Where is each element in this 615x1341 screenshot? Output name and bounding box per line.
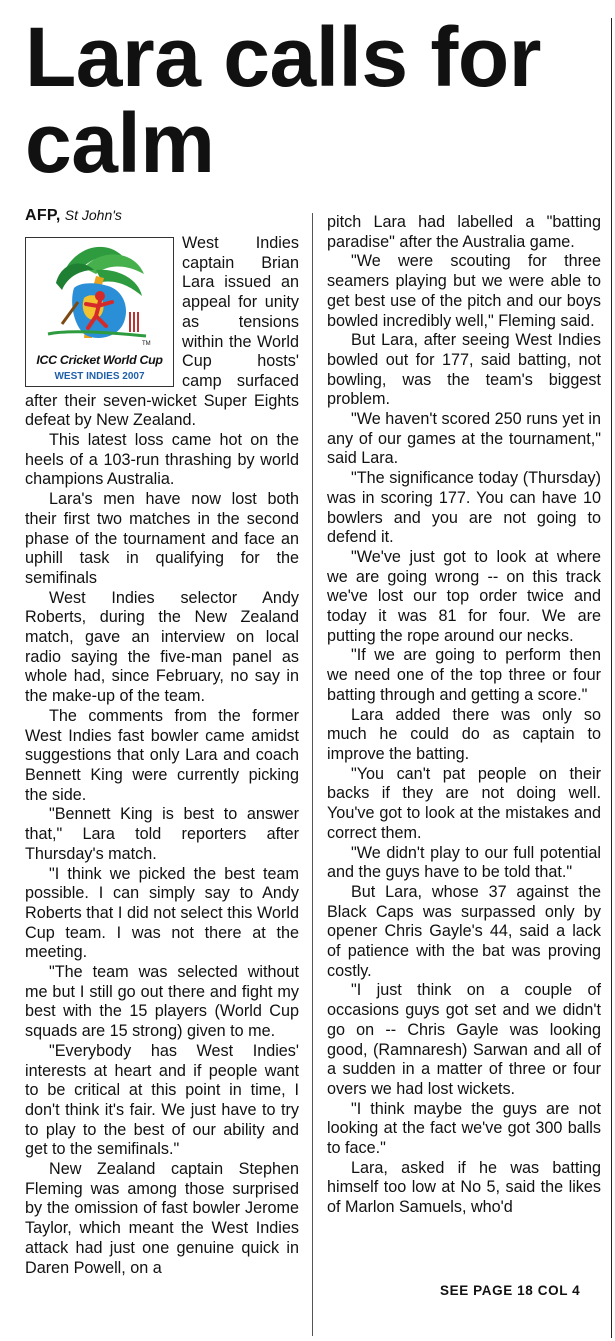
paragraph: West Indies selector Andy Roberts, during the New Zealand match, gave an interview on local radio saying the five-man panel as whole had, since February, no say in the make-up of the team.: [25, 588, 299, 706]
world-cup-logo: [25, 237, 174, 387]
byline-place: St John's: [64, 207, 122, 223]
continuation-note: SEE PAGE 18 COL 4: [440, 1283, 581, 1298]
paragraph: The comments from the former West Indies fast bowler came amidst suggestions that only Lara and coach Bennett King were currently picking the side.: [25, 706, 299, 804]
right-column: [327, 213, 601, 1218]
paragraph: But Lara, whose 37 against the Black Caps was surpassed only by opener Chris Gayle's 44, said a lack of patience with the bat was proving costly.: [327, 882, 601, 980]
logo-wrapper: [25, 237, 174, 387]
paragraph: "I think maybe the guys are not looking at the fact we've got 300 balls to face.": [327, 1099, 601, 1158]
left-column: [25, 205, 299, 1278]
logo-trademark: TM: [142, 341, 151, 347]
headline: Lara calls for calm: [25, 10, 541, 190]
paragraph: "I think we picked the best team possible. I can simply say to Andy Roberts that I did not select this World Cup team. I was not there at the meeting.: [25, 864, 299, 962]
paragraph: "We've just got to look at where we are going wrong -- on this track we've lost our top order twice and today it was 81 for four. We are putting the rope around our necks.: [327, 547, 601, 645]
paragraph: "We were scouting for three seamers playing but we were able to get best use of the pitch and our boys bowled incredibly well," Fleming said.: [327, 252, 601, 330]
paragraph: "I just think on a couple of occasions guys got set and we didn't go on -- Chris Gayle was looking good, (Ramnaresh) Sarwan and all of a sudden in a matter of three or four overs we had lost wickets.: [327, 981, 601, 1098]
logo-subtitle: WEST INDIES 2007: [54, 371, 145, 382]
palm-tree-icon: [26, 238, 173, 350]
paragraph: pitch Lara had labelled a "batting paradise" after the Australia game.: [327, 213, 601, 251]
paragraph: "The team was selected without me but I still go out there and fight my best with the 15 players (World Cup squads are 15 strong) given to me.: [25, 963, 299, 1041]
paragraph: Lara added there was only so much he could do as captain to improve the batting.: [327, 705, 601, 763]
paragraph: West Indies captain Brian Lara issued an appeal for unity as tensions within the World Cup hosts' camp surfaced after their seven-wicket Super Eights defeat by New Zealand.: [25, 234, 299, 430]
paragraph: "We didn't play to our full potential and the guys have to be told that.": [327, 843, 601, 882]
logo-title: ICC Cricket World Cup: [36, 353, 163, 367]
column-divider: [312, 213, 313, 1336]
paragraph: But Lara, after seeing West Indies bowled out for 177, said batting, not bowling, was the team's biggest problem.: [327, 331, 601, 409]
paragraph: New Zealand captain Stephen Fleming was among those surprised by the omission of fast bowler Jerome Taylor, which meant the West Indies attack had just one genuine quick in Daren Powell, on a: [25, 1160, 299, 1277]
byline: [25, 205, 299, 225]
paragraph: This latest loss came hot on the heels of a 103-run thrashing by world champions Australia.: [25, 431, 299, 489]
page-edge-rule: [611, 18, 612, 1338]
paragraph: "You can't pat people on their backs if they are not doing well. You've got to look at the mistakes and correct them.: [327, 764, 601, 842]
paragraph: "If we are going to perform then we need one of the top three or four batting through and getting a score.": [327, 646, 601, 704]
paragraph: Lara's men have now lost both their first two matches in the second phase of the tournament and face an uphill task in qualifying for the semifinals: [25, 490, 299, 587]
paragraph: "The significance today (Thursday) was in scoring 177. You can have 10 bowlers and you are not going to defend it.: [327, 469, 601, 547]
paragraph: "Everybody has West Indies' interests at heart and if people want to be critical at this point in time, I don't think it's fair. We just have to try to play to the best of our ability and get to the semifinals.": [25, 1041, 299, 1159]
paragraph: "Bennett King is best to answer that," Lara told reporters after Thursday's match.: [25, 805, 299, 863]
paragraph: "We haven't scored 250 runs yet in any of our games at the tournament," said Lara.: [327, 410, 601, 468]
byline-agency: AFP,: [25, 207, 61, 224]
paragraph: Lara, asked if he was batting himself too low at No 5, said the likes of Marlon Samuels, who'd: [327, 1158, 601, 1217]
